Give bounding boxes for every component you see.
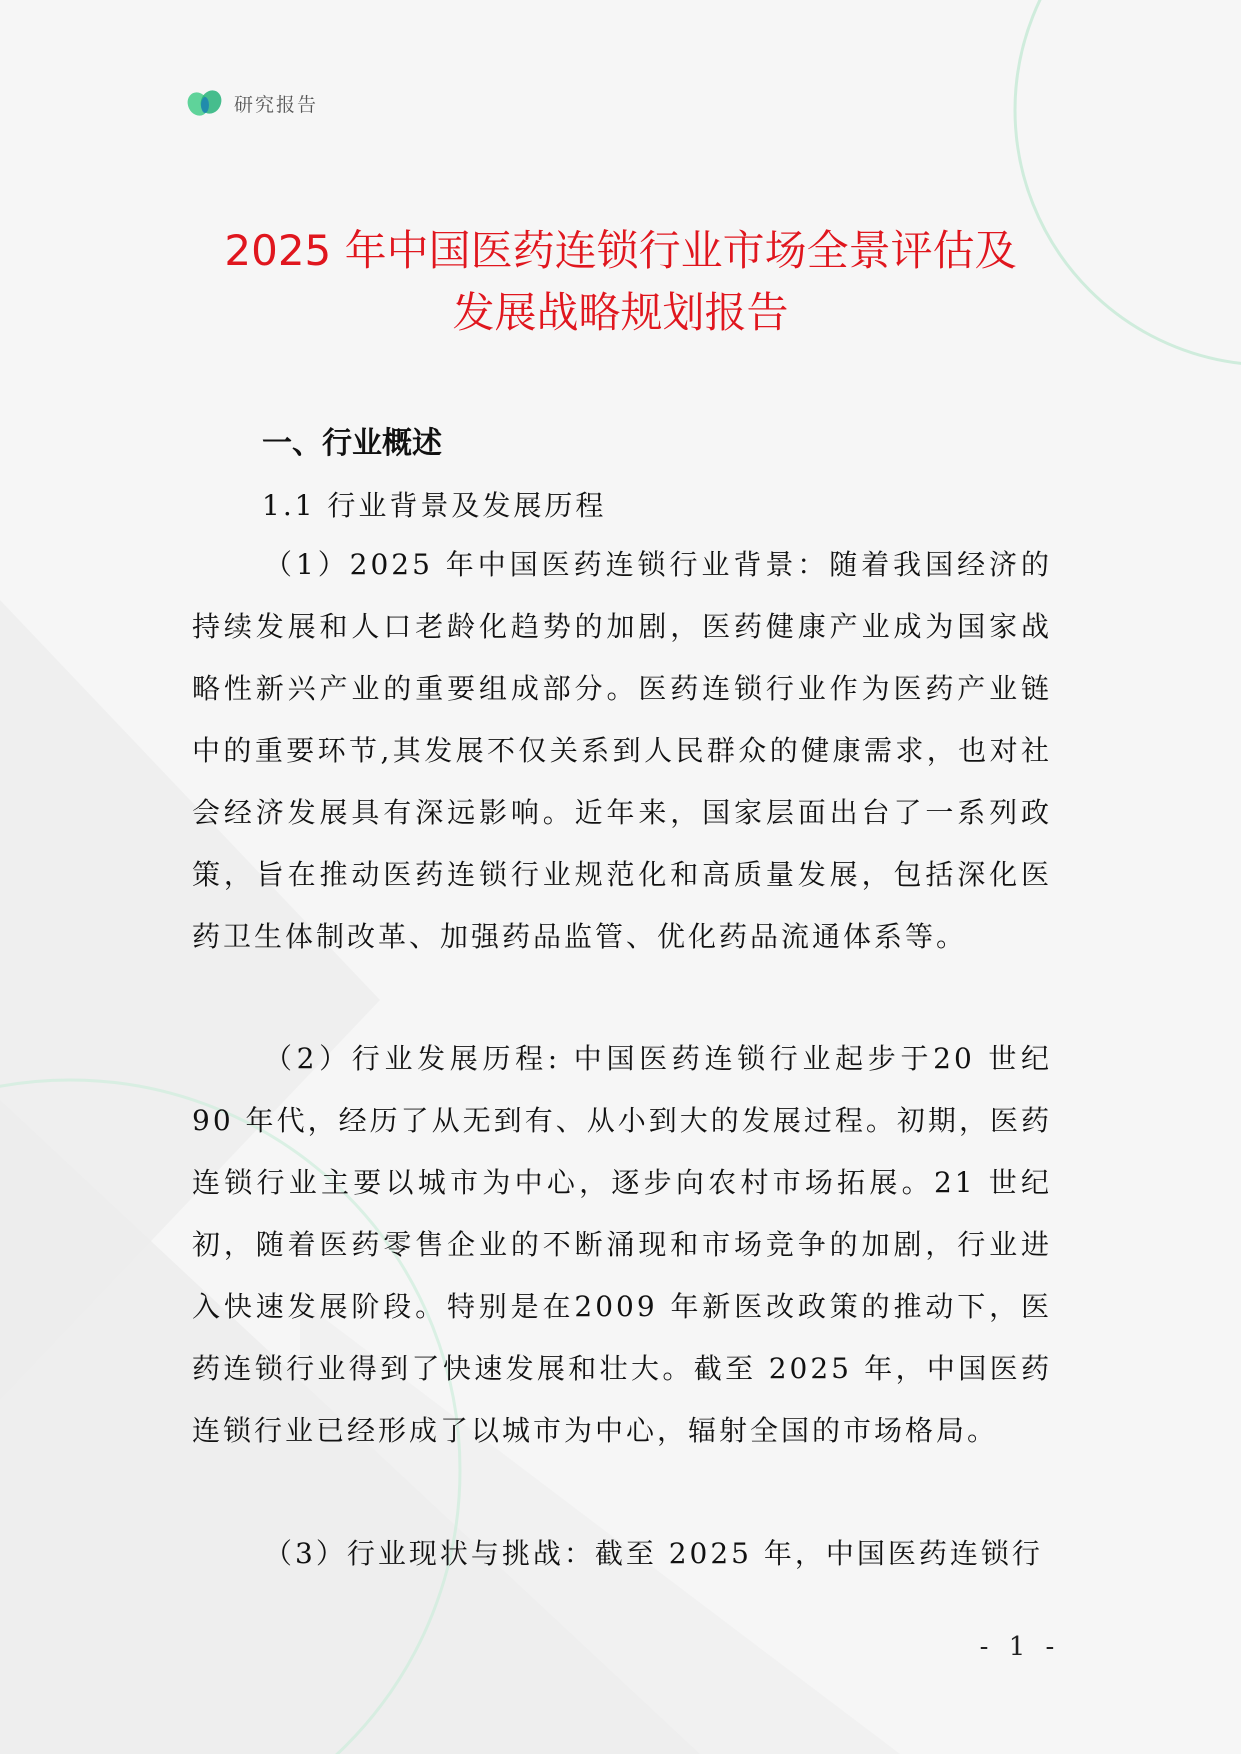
section-heading: 一、行业概述 (262, 426, 442, 461)
title-line-2: 发展战略规划报告 (452, 288, 789, 337)
title-line-1: 2025 年中国医药连锁行业市场全景评估及 (224, 226, 1017, 275)
paragraph-1: （1）2025 年中国医药连锁行业背景：随着我国经济的持续发展和人口老龄化趋势的加剧，医药健康产业成为国家战略性新兴产业的重要组成部分。医药连锁行业作为医药产业链中的重要环节,其发展不仅关系到人民群众的健康需求，也对社会经济发展具有深远影响。近年来，国家层面出台了一系列政策，旨在推动医药连锁行业规范化和高质量发展，包括深化医药卫生体制改革、加强药品监管、优化药品流通体系等。 (192, 548, 1052, 953)
green-leaf-logo-icon (186, 88, 224, 118)
subsection-heading: 1.1 行业背景及发展历程 (262, 489, 607, 522)
page-number: - 1 - (979, 1632, 1061, 1662)
report-title (150, 220, 1091, 344)
report-header (186, 88, 318, 118)
paragraph-2: （2）行业发展历程: 中国医药连锁行业起步于20 世纪 90 年代，经历了从无到有、从小到大的发展过程。初期，医药连锁行业主要以城市为中心，逐步向农村市场拓展。21 世纪初，随着医药零售企业的不断涌现和市场竞争的加剧，行业进入快速发展阶段。特别是在2009 年新医改政策的推动下，医药连锁行业得到了快速发展和壮大。截至 2025 年，中国医药连锁行业已经形成了以城市为中心，辐射全国的市场格局。 (192, 1042, 1052, 1447)
header-label: 研究报告 (234, 93, 319, 116)
paragraph-3: （3）行业现状与挑战：截至 2025 年，中国医药连锁行 (264, 1537, 1043, 1570)
